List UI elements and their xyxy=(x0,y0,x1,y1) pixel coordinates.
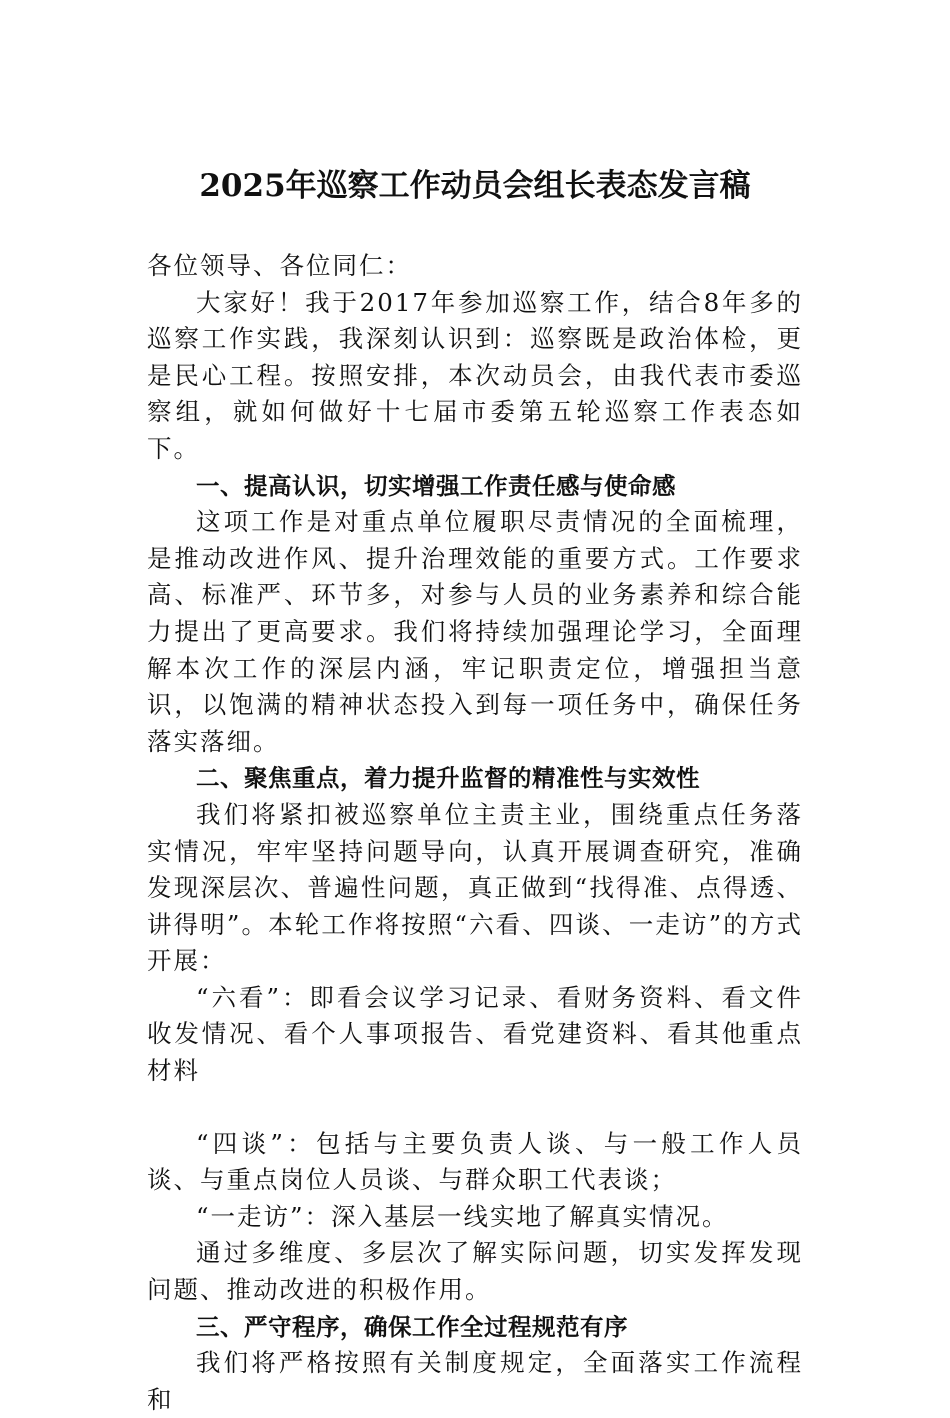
section-1-heading: 一、提高认识，切实增强工作责任感与使命感 xyxy=(196,471,676,500)
section-2-heading: 二、聚焦重点，着力提升监督的精准性与实效性 xyxy=(196,764,700,793)
section-2-closing-paragraph: 通过多维度、多层次了解实际问题，切实发挥发现问题、推动改进的积极作用。 xyxy=(147,1238,803,1305)
six-looks-paragraph: “六看”：即看会议学习记录、看财务资料、看文件收发情况、看个人事项报告、看党建资料、看其他重点材料 xyxy=(147,982,803,1086)
salutation: 各位领导、各位同仁： xyxy=(147,251,412,280)
four-talks-paragraph: “四谈”：包括与主要负责人谈、与一般工作人员谈、与重点岗位人员谈、与群众职工代表谈； xyxy=(147,1128,803,1195)
one-visit-paragraph: “一走访”：深入基层一线实地了解真实情况。 xyxy=(196,1201,729,1231)
section-2-paragraph: 我们将紧扣被巡察单位主责主业，围绕重点任务落实情况，牢牢坚持问题导向，认真开展调查研究，准确发现深层次、普遍性问题，真正做到“找得准、点得透、讲得明”。本轮工作将按照“六看、四谈、一走访”的方式开展： xyxy=(147,799,803,976)
section-3-heading: 三、严守程序，确保工作全过程规范有序 xyxy=(196,1312,628,1341)
document-title: 2025年巡察工作动员会组长表态发言稿 xyxy=(199,168,751,204)
document-body xyxy=(147,248,803,1418)
section-3-paragraph: 我们将严格按照有关制度规定，全面落实工作流程和 xyxy=(147,1348,803,1414)
intro-paragraph: 大家好！我于2017年参加巡察工作，结合8年多的巡察工作实践，我深刻认识到：巡察既是政治体检，更是民心工程。按照安排，本次动员会，由我代表市委巡察组，就如何做好十七届市委第五轮巡察工作表态如下。 xyxy=(147,287,803,463)
section-1-paragraph: 这项工作是对重点单位履职尽责情况的全面梳理，是推动改进作风、提升治理效能的重要方式。工作要求高、标准严、环节多，对参与人员的业务素养和综合能力提出了更高要求。我们将持续加强理论学习，全面理解本次工作的深层内涵，牢记职责定位，增强担当意识，以饱满的精神状态投入到每一项任务中，确保任务落实落细。 xyxy=(147,507,803,756)
blank-line xyxy=(147,1090,803,1126)
